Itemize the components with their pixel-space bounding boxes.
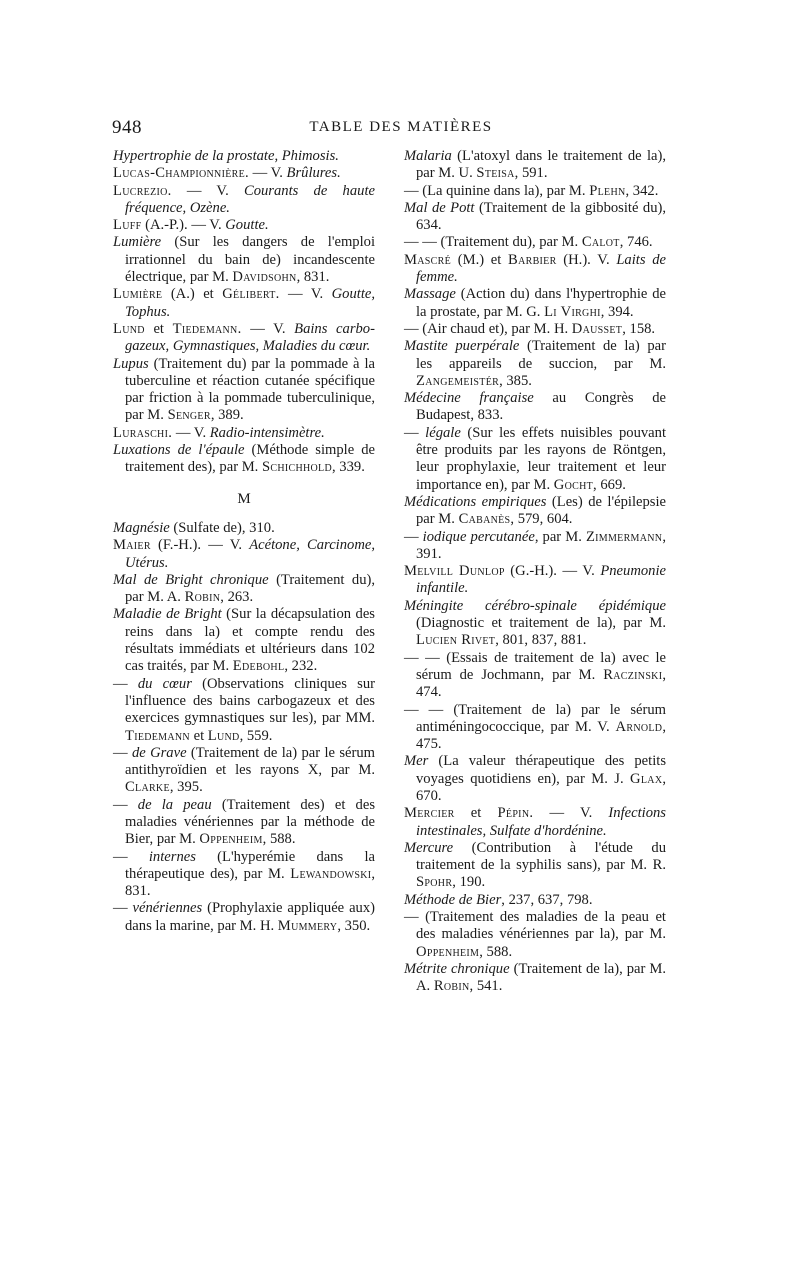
entry-text: (Observations cliniques sur l'influence des bains carbogazeux et des exercices gymnastiques sur les), par MM. <box>125 675 375 727</box>
index-entry <box>404 753 666 805</box>
entry-text: — <box>113 744 132 761</box>
index-entry <box>113 321 375 356</box>
index-entry <box>113 356 375 425</box>
entry-term: Malaria <box>404 148 452 164</box>
entry-author: Lund <box>207 727 240 744</box>
entry-term: internes <box>148 848 196 865</box>
entry-text: , 588. <box>262 831 296 848</box>
entry-text: — V. <box>279 286 332 303</box>
index-entry <box>404 892 666 909</box>
entry-text: — <box>113 900 133 917</box>
entry-text: et <box>189 727 208 744</box>
index-entry <box>404 425 666 494</box>
entry-term: Goutte, Tophus. <box>125 286 375 320</box>
entry-author: Gélibert. <box>222 286 280 303</box>
index-entry <box>113 148 375 165</box>
entry-term: Mal de Bright chronique <box>113 571 269 588</box>
index-entry <box>404 650 666 702</box>
entry-term: Brûlures. <box>286 165 341 182</box>
entry-text: , 389. <box>210 407 244 424</box>
entry-text: (Action du) dans l'hypertrophie de la prostate, par M. G. <box>416 286 666 320</box>
entry-text: , 591. <box>514 165 548 182</box>
index-entry <box>404 200 666 235</box>
entry-term: Métrite chronique <box>404 960 510 977</box>
entry-term: Lumière <box>113 234 162 251</box>
entry-text: (Méthode simple de traitement des), par M. <box>125 442 375 476</box>
entry-text: , 263. <box>220 589 254 606</box>
entry-term: de la peau <box>137 796 212 813</box>
entry-text: (A.) et <box>162 286 223 303</box>
entry-term: Acétone, Carcinome, Utérus. <box>125 537 375 571</box>
entry-text: (Diagnostic et traitement de la), par M. <box>416 615 666 632</box>
entry-text: (Prophylaxie appliquée aux) dans la marine, par M. H. <box>125 900 375 934</box>
entry-text: , 669. <box>593 476 626 493</box>
index-entry <box>113 537 375 572</box>
entry-author: Raczinski <box>603 666 663 683</box>
entry-author: Spohr <box>416 874 453 891</box>
entry-text: — (La quinine dans la), par M. <box>404 182 590 199</box>
entry-text: , 670. <box>416 770 666 804</box>
index-entry <box>113 849 375 901</box>
entry-author: Lewandowski <box>290 865 372 882</box>
entry-text: — V. <box>533 805 609 822</box>
index-entry <box>113 442 375 477</box>
entry-author: Arnold <box>615 718 663 735</box>
entry-author: Lund <box>113 320 145 337</box>
index-entry <box>113 572 375 607</box>
section-letter: M <box>237 490 251 507</box>
entry-author: Luraschi. <box>113 424 173 441</box>
entry-text: , 559. <box>239 727 273 744</box>
entry-text: , 342. <box>625 182 659 199</box>
entry-term: Pneumonie infantile. <box>416 563 666 597</box>
entry-author: Lumière <box>113 286 163 303</box>
entry-text: (Traitement de la) par le sérum antithyroïdien et les rayons X, par M. <box>125 744 375 779</box>
index-entry <box>113 745 375 797</box>
entry-term: Mal de Pott <box>404 199 475 216</box>
entry-text: , 831. <box>296 269 330 286</box>
entry-author: Dausset <box>571 320 623 337</box>
entry-text: , 541. <box>469 978 503 995</box>
entry-term: Lupus <box>113 355 149 372</box>
entry-author: Robin <box>433 978 470 995</box>
index-entry <box>113 217 375 234</box>
entry-text: au Congrès de Budapest, 833. <box>416 390 666 424</box>
index-entry <box>404 702 666 754</box>
entry-term: Méningite cérébro-spinale épidémique <box>404 597 666 614</box>
entry-author: Cabanès <box>458 511 511 528</box>
entry-term: Radio-intensimètre. <box>209 424 325 441</box>
entry-text: (A.-P.). — V. <box>141 217 226 234</box>
entry-author: Tiedemann. <box>172 320 242 337</box>
entry-text: , 588. <box>479 943 513 960</box>
entry-author: Clarke <box>125 779 170 796</box>
entry-author: Plehn <box>589 182 626 199</box>
index-entry <box>113 183 375 218</box>
entry-author: Edebohl <box>232 658 285 675</box>
entry-term: Mercure <box>404 839 454 856</box>
index-entry <box>113 900 375 935</box>
entry-author: Melvill Dunlop <box>404 563 505 580</box>
entry-text: — V. <box>172 424 210 441</box>
entry-author: Glax <box>630 770 663 787</box>
index-entry <box>113 676 375 745</box>
entry-text: — <box>113 796 138 813</box>
entry-term: Luxations de l'épaule <box>113 442 245 459</box>
entry-term: Maladie de Bright <box>113 606 222 623</box>
entry-text: (G.-H.). — V. <box>504 563 601 580</box>
entry-text: , 190. <box>452 874 486 891</box>
entry-text: (M.) et <box>451 251 509 268</box>
index-entry <box>404 805 666 840</box>
entry-text: (Traitement des) et des maladies vénériennes par la méthode de Bier, par M. <box>125 796 376 848</box>
entry-text: , 385. <box>499 372 532 389</box>
entry-author: Oppenheim <box>199 831 263 848</box>
entry-term: Infections intestinales, Sulfate d'hordénine. <box>416 805 666 839</box>
index-entry <box>404 494 666 529</box>
entry-text: — V. <box>171 182 244 199</box>
entry-text: , 746. <box>619 234 653 251</box>
index-entry <box>113 425 375 442</box>
index-entry <box>404 234 666 251</box>
entry-text: — V. <box>248 165 287 182</box>
index-entry <box>404 338 666 390</box>
entry-term: légale <box>425 424 461 441</box>
entry-text: , 350. <box>337 917 371 934</box>
entry-author: Senger <box>167 407 211 424</box>
entry-author: Schichhold <box>261 459 332 476</box>
entry-author: Li Virghi <box>544 303 601 320</box>
entry-text: , par M. <box>534 528 586 545</box>
index-entry <box>404 390 666 425</box>
entry-term: iodique percutanée <box>422 528 535 545</box>
entry-text: et <box>454 805 498 822</box>
entry-text: — <box>113 848 149 865</box>
index-entry <box>404 321 666 338</box>
entry-term: Médecine française <box>404 390 534 407</box>
index-entry <box>113 234 375 286</box>
entry-text: (Traitement de la gibbosité du), 634. <box>416 199 666 234</box>
entry-term: Méthode de Bier <box>404 891 502 908</box>
index-entry <box>404 563 666 598</box>
entry-author: Davidsohn <box>232 269 297 286</box>
entry-text: et <box>144 320 173 337</box>
entry-term: du cœur <box>137 675 192 692</box>
entry-term: Mastite puerpérale <box>404 338 520 355</box>
entry-author: Barbier <box>508 251 557 268</box>
entry-author: Zangemeistér <box>416 372 500 389</box>
entry-text: — <box>404 528 423 545</box>
entry-text: (Sur les dangers de l'emploi irrationnel du bain de) incandescente électrique, par M. <box>125 234 375 286</box>
entry-author: Robin <box>184 589 221 606</box>
entry-term: Magnésie <box>113 519 170 536</box>
entry-text: (Traitement de la) par les appareils de succion, par M. <box>416 338 666 372</box>
entry-text: (Sur les effets nuisibles pouvant être produits par les rayons de Röntgen, leur prophylaxie, leur traitement et leur importance en), par M. <box>416 424 666 493</box>
index-entry <box>113 606 375 675</box>
entry-author: Oppenheim <box>416 943 480 960</box>
entry-text: (Traitement de la), par M. A. <box>416 960 666 995</box>
entry-text: (L'atoxyl dans le traitement de la), par M. U. <box>416 148 666 182</box>
entry-text: — (Traitement des maladies de la peau et des maladies vénériennes par la), par M. <box>404 909 666 943</box>
index-entry <box>404 840 666 892</box>
entry-term: de Grave <box>131 744 187 761</box>
entry-text: — <box>404 424 426 441</box>
entry-text: — — (Essais de traitement de la) avec le sérum de Jochmann, par M. <box>404 649 666 683</box>
entry-author: Lucrezio. <box>113 182 172 199</box>
entry-author: Gocht <box>553 476 594 493</box>
entry-text: , 391. <box>416 528 666 562</box>
entry-author: Mascré <box>404 251 452 268</box>
entry-text: — — (Traitement du), par M. <box>404 234 582 251</box>
index-entry <box>404 286 666 321</box>
entry-text: , 831. <box>125 865 375 900</box>
entry-term: vénériennes <box>132 900 203 917</box>
page-number: 948 <box>112 117 142 138</box>
entry-text: (L'hyperémie dans la thérapeutique des), par M. <box>125 848 375 882</box>
index-entry <box>404 529 666 564</box>
index-entry <box>113 165 375 182</box>
entry-author: Mummery <box>277 917 338 934</box>
entry-text: (Traitement du), par M. A. <box>125 571 376 606</box>
running-title: TABLE DES MATIÈRES <box>309 119 493 135</box>
entry-author: Calot <box>581 234 620 251</box>
index-entry <box>113 797 375 849</box>
page-header <box>112 117 690 139</box>
entry-term: Médications empiriques <box>404 493 547 510</box>
entry-text: — — (Traitement de la) par le sérum antiméningococcique, par M. V. <box>404 701 666 735</box>
entry-text: (Traitement du) par la pommade à la tuberculine et réaction cutanée spécifique par friction à la pommade tuberculinique, par M. <box>125 355 375 424</box>
entry-text: , 475. <box>416 718 666 753</box>
entry-text: (H.). V. <box>556 251 617 268</box>
entry-term: Hypertrophie de la prostate, Phimosis. <box>113 148 339 164</box>
entry-author: Lucas-Championnière. <box>113 165 249 182</box>
entry-term: Bains carbo-gazeux, Gymnastiques, Maladies du cœur. <box>125 320 375 355</box>
entry-author: Mercier <box>404 805 455 822</box>
index-column-left <box>113 148 375 935</box>
entry-term: Courants de haute fréquence, Ozène. <box>125 182 375 216</box>
entry-text: (Contribution à l'étude du traitement de la syphilis sans), par M. R. <box>416 839 666 874</box>
index-entry <box>113 286 375 321</box>
entry-text: — V. <box>241 320 295 337</box>
entry-text: , 395. <box>169 779 203 796</box>
entry-text: (Sulfate de), 310. <box>169 519 275 536</box>
entry-text: , 801, 837, 881. <box>495 632 587 649</box>
index-entry <box>404 598 666 650</box>
index-entry <box>404 148 666 183</box>
entry-author: Luff <box>113 217 142 234</box>
entry-text: , 579, 604. <box>510 511 573 528</box>
index-entry <box>113 520 375 537</box>
entry-term: Mer <box>404 753 429 770</box>
index-entry <box>404 961 666 996</box>
entry-text: , 237, 637, 798. <box>501 891 593 908</box>
entry-author: Pépin. <box>497 805 534 822</box>
entry-text: (Sur la décapsulation des reins dans la) et compte rendu des résultats immédiats et ultérieurs dans 102 cas traités, par M. <box>125 606 375 675</box>
entry-author: Lucien Rivet <box>416 632 496 649</box>
entry-term: Goutte. <box>225 217 269 234</box>
index-column-right <box>404 148 666 996</box>
entry-text: , 394. <box>600 303 634 320</box>
entry-text: (F.-H.). — V. <box>150 537 250 554</box>
entry-author: Maier <box>113 537 151 554</box>
entry-text: (La valeur thérapeutique des petits voyages quotidiens en), par M. J. <box>416 753 666 787</box>
entry-text: , 232. <box>284 658 318 675</box>
index-entry <box>404 183 666 200</box>
entry-text: , 339. <box>332 459 365 476</box>
entry-term: Massage <box>404 286 456 303</box>
index-entry <box>404 909 666 961</box>
entry-term: Laits de femme. <box>416 251 667 286</box>
entry-text: (Les) de l'épilepsie par M. <box>416 493 666 528</box>
index-entry <box>404 252 666 287</box>
entry-author: Zimmermann <box>585 528 663 545</box>
entry-author: Tiedemann <box>125 727 190 744</box>
entry-author: Steisa <box>476 165 515 182</box>
entry-text: — (Air chaud et), par M. H. <box>404 320 572 337</box>
entry-text: , 474. <box>416 666 666 701</box>
entry-text: , 158. <box>622 320 656 337</box>
entry-text: — <box>113 675 138 692</box>
